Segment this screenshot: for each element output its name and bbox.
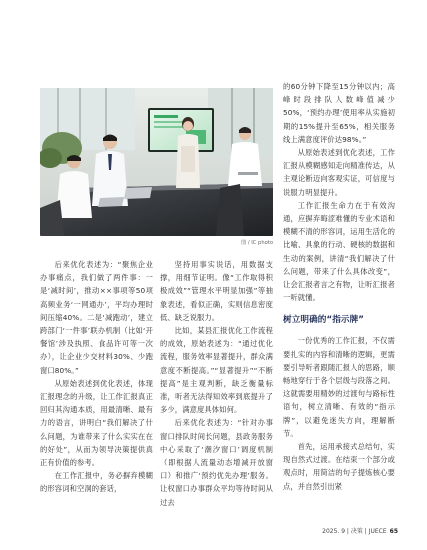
paragraph: 后来优化表述为：“聚焦企业办事痛点，我们做了两件事：一是‘减时间’，推动××事项等50项高频业务‘一网通办’，平均办理时间压缩40%。二是‘减跑动’，建立跨部门‘一件事’联办机制（比如‘开餐馆’涉及执照、食品许可等一次办），让企业少交材料30%、少跑窗口80%。”	[40, 260, 153, 375]
paragraph: 从原始表述到优化表述，工作汇报从模糊感知走向精准传达，从主观论断迈向客观实证，可信度与说服力明显提升。	[283, 148, 395, 197]
paragraph: 坚持用事实说话，用数据支撑，用细节证明。像“工作取得积极成效”“管理水平明显加强”等抽象表述，看似正确，实则信息密度低、缺乏说服力。	[160, 260, 273, 322]
text-column-2	[160, 258, 273, 509]
photo-credit: 图 / IC photo	[241, 240, 273, 246]
section-heading: 树立明确的“指示牌”	[283, 315, 365, 326]
paragraph: 首先，运用承接式总结句，实现自然式过渡。在结束一个部分或观点时，用简洁的句子提炼核心要点，并自然引出紧	[283, 442, 395, 491]
paragraph: 一份优秀的工作汇报，不仅需要扎实的内容和清晰的逻辑，更需要引导听者跟随汇报人的思路，顺畅地穿行于各个层级与段落之间。这就需要用精妙的过渡句与路标性语句，树立清晰、有效的“指示牌”，以避免迷失方向，理解断节。	[283, 336, 395, 438]
paragraph: 比如，某县汇报优化工作流程的成效，原始表述为：“通过优化流程，服务效率显著提升，群众满意度不断提高。”“显著提升”“不断提高”是主观判断，缺乏衡量标准，听者无法得知效率到底提升了多少，满意度具体如何。	[160, 326, 273, 415]
meeting-photo	[40, 88, 273, 236]
issue-info: 2025. 9 | 决策 | JUECE	[322, 528, 387, 535]
paragraph: 后来优化表述为：“针对办事窗口排队时间长问题，县政务服务中心采取了‘潮汐窗口’调度机制（即根据人流量动态增减开放窗口）和推广‘预约优先办理’服务。让权窗口办事群众平均等待时间从过去	[160, 418, 273, 507]
paragraph: 在工作汇报中，务必摒弃模糊的形容词和空洞的套话，	[40, 471, 153, 494]
paragraph: 工作汇报生命力在于有效沟通，应摒弃晦涩难懂的专业术语和模糊不清的形容词，运用生活化的比喻、具象的行动、硬核的数据和生动的案例，讲清“我们解决了什么问题，带来了什么具体改变”，让会汇报者言之有物，让听汇报者一听就懂。	[283, 200, 395, 303]
page-footer	[298, 527, 398, 537]
text-column-3	[283, 80, 395, 493]
page-number: 65	[389, 528, 398, 535]
office-meeting-illustration	[40, 88, 273, 236]
paragraph: 的60分钟下降至15分钟以内；高峰时段排队人数峰值减少50%，‘预约办理’使用率从实施初期的15%提升至65%，相关服务线上满意度评价达98%。”	[283, 82, 395, 144]
paragraph: 从原始表述到优化表述，体现汇报理念的升级，让工作汇报真正回归其沟通本质，用最清晰、最有力的语言，讲明白“我们解决了什么问题，为谁带来了什么实实在在的好处”，从而为领导决策提供真正有价值的参考。	[40, 378, 153, 468]
text-column-1	[40, 258, 153, 496]
